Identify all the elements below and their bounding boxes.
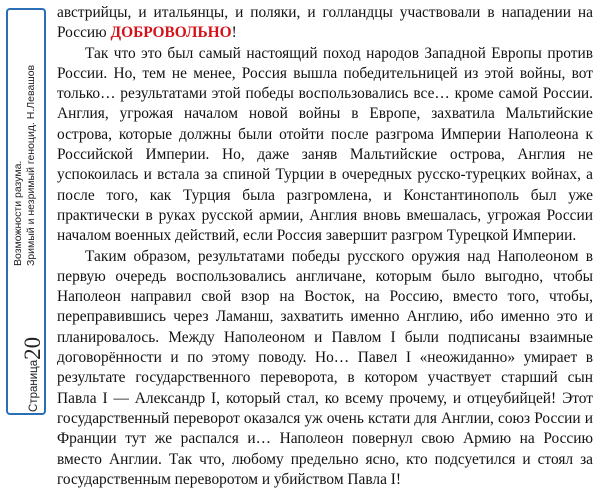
sidebar-vertical-text [10, 5, 50, 412]
paragraph-3: Таким образом, результатами победы русского оружия над Наполеоном в первую очередь воспользовались англичане, которым было выгодно, чтобы Наполеон направил свой взор на Восток, на Россию, вместо того, чтобы, переправившись через Ламанш, захватить именно Англию, ибо именно это и планировалось. Между Наполеоном и Павлом I были подписаны взаимные договорённости и по этому поводу. Но… Павел I «неожиданно» умирает в результате государственного переворота, в котором участвует старший сын Павла I — Александр I, который стал, ко всему прочему, и отцеубийцей! Этот государственный переворот оказался уж очень кстати для Англии, союз России и Франции тут же распался и… Наполеон повернул свою Армию на Россию вместо Англии. Так что, любому предельно ясно, кто подсуетился и стоял за государственным переворотом и убийством Павла I! [57, 247, 593, 488]
page-label: Страница [28, 359, 40, 412]
paragraph-2: Так что это был самый настоящий поход народов Западной Европы против России. Но, тем не менее, Россия вышла победительницей из этой войны, вот только… результатами этой победы воспользовались все… кроме самой России. Англия, угрожая началом новой войны в Европе, захватила Мальтийские острова, которые должны были отойти после разгрома Империи Наполеона к Российской Империи. Но, даже заняв Мальтийские острова, Англия не успокоилась и встала за спиной Турции в очередных русско-турецких войнах, а после того, как Турция была разгромлена, и Константинополь был уже практически в руках русской армии, Англия вновь вмешалась, угрожая России началом военных действий, если Россия завершит разгром Турецкой Империи. [57, 44, 593, 245]
highlighted-word: ДОБРОВОЛЬНО [110, 24, 232, 42]
paragraph-1-end: ! [231, 24, 237, 42]
paragraph-1-text: австрийцы, и итальянцы, и поляки, и голландцы участвовали в нападении на Россию [57, 4, 593, 42]
paragraph-1 [57, 3, 593, 44]
book-title [12, 65, 38, 266]
page-body [57, 3, 593, 490]
page-indicator [20, 337, 46, 412]
book-title-line1: Возможности разума. [12, 160, 24, 266]
book-title-line2: Зримый и незримый геноцид. Н.Левашов [25, 64, 37, 266]
page-number: 20 [20, 336, 45, 360]
sidebar [0, 0, 52, 423]
